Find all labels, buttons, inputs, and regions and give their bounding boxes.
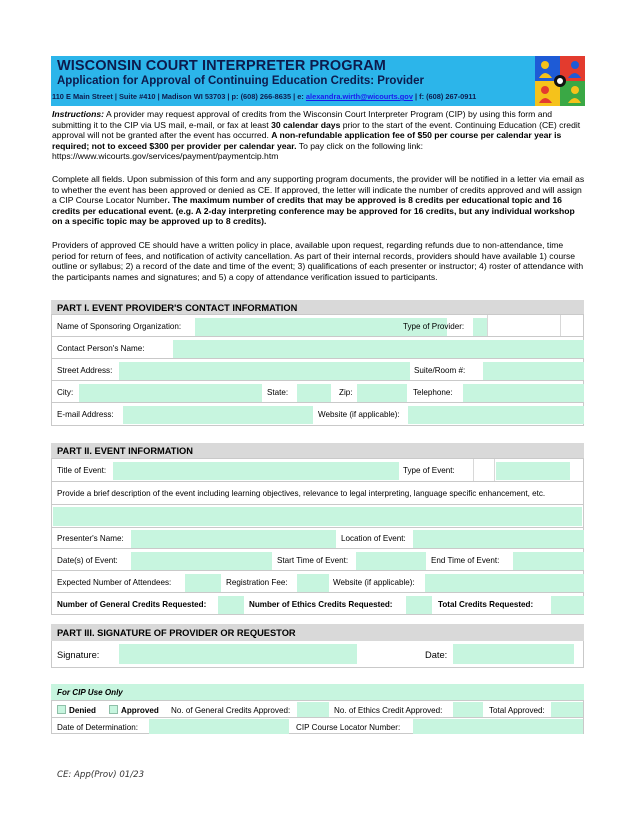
part2-row-2 [51,481,584,504]
presenter-label: Presenter's Name: [57,534,124,543]
ethics-approved-field[interactable] [453,702,483,717]
event-type-label: Type of Event: [403,466,455,475]
part2-row-6 [51,570,584,592]
provider-type-blank [487,315,561,337]
cip-heading: For CIP Use Only [57,688,123,697]
sponsor-org-label: Name of Sponsoring Organization: [57,322,182,331]
end-time-label: End Time of Event: [431,556,500,565]
event-description-label: Provide a brief description of the event including learning objectives, relevance to legal interpreting, language specific enhancement, etc. [57,489,546,498]
event-type-field[interactable] [496,462,570,480]
zip-field[interactable] [357,384,407,402]
cip-row-1 [51,700,584,717]
locator-number-label: CIP Course Locator Number: [296,723,401,732]
event-location-field[interactable] [413,530,584,548]
approved-checkbox[interactable] [109,705,118,714]
approved-label: Approved [121,706,159,715]
event-location-label: Location of Event: [341,534,406,543]
provider-website-label: Website (if applicable): [318,410,400,419]
locator-number-field[interactable] [413,719,583,734]
cip-row-2 [51,717,584,734]
ethics-approved-label: No. of Ethics Credit Approved: [334,706,443,715]
start-time-field[interactable] [356,552,426,570]
part3-row [51,641,584,668]
policy-paragraph: Providers of approved CE should have a written policy in place, available upon request, regarding refunds due to non-attendance, time period for return of fees, and notification of activity cancellation. As part of their internal records, providers should have available 1) course outline or syllabus; 2) a record of the date and time of the event; 3) qualifications of each presenter or instructor; 4) roster of attendance with the participants names and signatures; and 5) a copy of attendance verification issued to participants. [52,240,584,282]
denied-label: Denied [69,706,96,715]
cip-heading-row [51,684,584,700]
part2-heading: PART II. EVENT INFORMATION [51,443,584,458]
total-approved-field[interactable] [551,702,583,717]
telephone-label: Telephone: [413,388,453,397]
attendees-field[interactable] [185,574,221,592]
registration-fee-field[interactable] [297,574,329,592]
part2-row-3 [51,504,584,527]
event-description-field[interactable] [53,507,582,526]
date-label: Date: [425,650,448,660]
instructions-paragraph: Instructions: A provider may request approval of credits from the Wisconsin Court Interpreter Program (CIP) by using this form and submitting it to the CIP via US mail, e-mail, or fax at least 30 calendar days prior to the start of the event. Continuing Education (CE) credit approval will not be granted after the event has occurred. A non-refundable application fee of $50 per course per calendar year is required; not to exceed $300 per provider per calendar year. To pay click on the following link: https://www.wicourts.gov/services/payment/paymentcip.htm [52,109,581,162]
part1-row-4 [51,380,584,402]
event-website-field[interactable] [425,574,584,592]
zip-label: Zip: [339,388,353,397]
presenter-field[interactable] [131,530,336,548]
provider-type-field[interactable] [473,318,487,336]
state-label: State: [267,388,289,397]
general-approved-field[interactable] [297,702,329,717]
total-credits-label: Total Credits Requested: [438,600,534,609]
form-subtitle: Application for Approval of Continuing Education Credits: Provider [57,75,424,87]
email-field[interactable] [123,406,313,424]
completion-paragraph: Complete all fields. Upon submission of this form and any supporting program documents, the provider will be notified in a letter via email as to whether the event has been approved or denied as CE. If approved, the letter will indicate the number of credits approved and will assign a CIP Course Locator Number. The maximum number of credits that may be approved is 8 credits per educational topic and 16 credits per educational event. (e.g. A 2-day interpreting conference may be approved for 16 credits, but any individual workshop on a specific topic may be approved up to 8 credits). [52,174,585,227]
ethics-credits-field[interactable] [406,596,432,614]
event-dates-field[interactable] [131,552,272,570]
form-version-footer: CE: App(Prov) 01/23 [57,770,145,780]
total-credits-field[interactable] [551,596,584,614]
part2-row-7 [51,592,584,615]
part1-row-2 [51,336,584,358]
event-type-blank [473,459,495,482]
telephone-field[interactable] [463,384,584,402]
provider-website-field[interactable] [408,406,584,424]
registration-fee-label: Registration Fee: [226,578,288,587]
program-logo-icon [535,56,585,106]
event-dates-label: Date(s) of Event: [57,556,118,565]
attendees-label: Expected Number of Attendees: [57,578,172,587]
part2-row-1 [51,458,584,481]
email-label: E-mail Address: [57,410,114,419]
suite-field[interactable] [483,362,584,380]
state-field[interactable] [297,384,331,402]
header-banner [51,56,584,106]
end-time-field[interactable] [513,552,584,570]
determination-date-label: Date of Determination: [57,723,138,732]
total-approved-label: Total Approved: [489,706,545,715]
general-credits-label: Number of General Credits Requested: [57,600,207,609]
signature-label: Signature: [57,650,100,660]
suite-label: Suite/Room #: [414,366,466,375]
program-title: WISCONSIN COURT INTERPRETER PROGRAM [57,58,386,74]
signature-field[interactable] [119,644,357,664]
email-link[interactable]: alexandra.wirth@wicourts.gov [305,92,413,101]
part1-row-1 [51,314,584,336]
part2-row-4 [51,527,584,548]
part1-heading: PART I. EVENT PROVIDER'S CONTACT INFORMATION [51,300,584,314]
city-label: City: [57,388,74,397]
event-website-label: Website (if applicable): [333,578,415,587]
city-field[interactable] [79,384,262,402]
denied-checkbox[interactable] [57,705,66,714]
general-approved-label: No. of General Credits Approved: [171,706,291,715]
provider-type-label: Type of Provider: [403,322,465,331]
part1-row-5 [51,402,584,424]
determination-date-field[interactable] [149,719,289,734]
start-time-label: Start Time of Event: [277,556,349,565]
part3-heading: PART III. SIGNATURE OF PROVIDER OR REQUESTOR [51,624,584,641]
ethics-credits-label: Number of Ethics Credits Requested: [249,600,393,609]
contact-address: 110 E Main Street | Suite #410 | Madison WI 53703 | p: (608) 266-8635 | e: alexandra.wirth@wicourts.gov | f: (608) 267-0911 [52,92,477,101]
part1-row-3 [51,358,584,380]
date-field[interactable] [453,644,574,664]
event-title-label: Title of Event: [57,466,107,475]
street-address-field[interactable] [119,362,410,380]
street-address-label: Street Address: [57,366,113,375]
contact-person-field[interactable] [173,340,584,358]
part2-row-5 [51,548,584,570]
event-title-field[interactable] [113,462,399,480]
general-credits-field[interactable] [218,596,244,614]
contact-person-label: Contact Person's Name: [57,344,145,353]
